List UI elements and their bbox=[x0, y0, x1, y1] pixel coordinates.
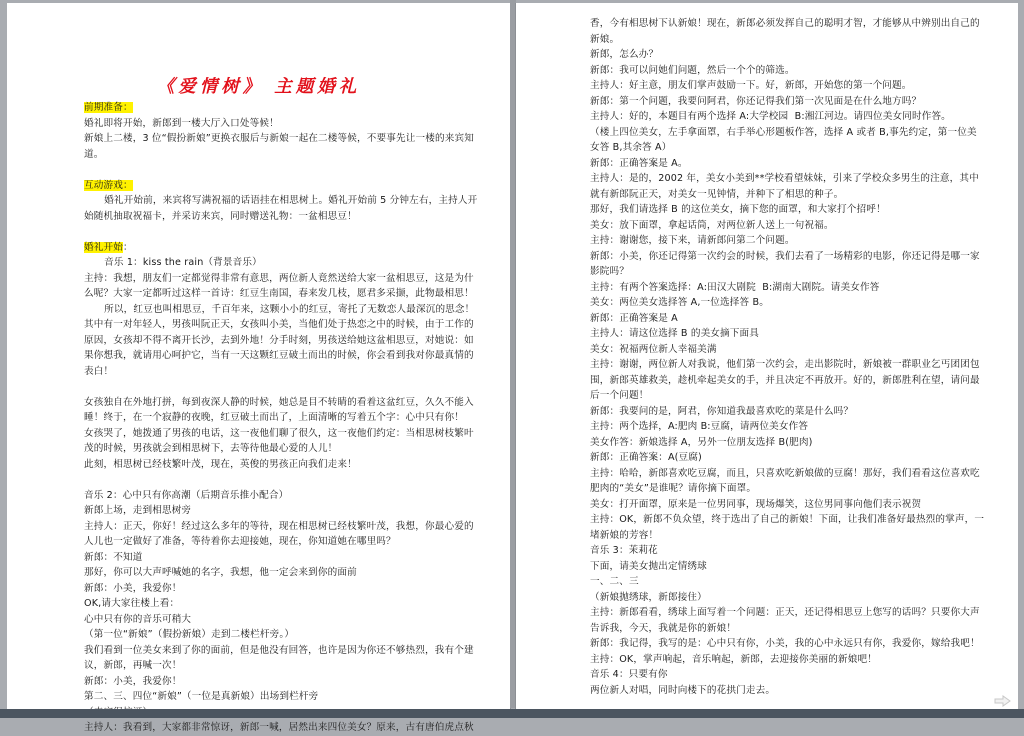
paragraph: 此刻，相思树已经枝繁叶茂，现在，英俊的男孩正向我们走来！ bbox=[84, 458, 357, 470]
section-heading bbox=[84, 100, 479, 116]
paragraph: 新郎：小美，我爱你！ bbox=[84, 675, 182, 687]
paragraph: 主持：哈哈，新郎喜欢吃豆腐，而且，只喜欢吃新娘做的豆腐！那好，我们看看这位喜欢吃肥肉的“美女”是谁呢？请你摘下面罩。 bbox=[590, 467, 980, 494]
paragraph: 音乐 3：茉莉花 bbox=[590, 545, 658, 556]
paragraph: 新郎：小美，我爱你！ bbox=[84, 582, 182, 594]
paragraph: （楼上四位美女，左手拿面罩，右手举心形题板作答，选择 A 或者 B,事先约定，第一位美女答 B,其余答 A） bbox=[590, 126, 977, 153]
paragraph: 主持人：是的，2002 年，美女小美到**学校看望妹妹，引来了学校众多男生的注意，其中就有新郎阮正天，对美女一见钟情，并种下了相思的种子。 bbox=[590, 173, 979, 200]
paragraph: 新郎：第一个问题，我要问阿君，你还记得我们第一次见面是在什么地方吗？ bbox=[590, 95, 922, 107]
paragraph: 音乐 4：只要有你 bbox=[590, 669, 668, 680]
paragraph: 主持：有两个答案选择：A:田汉大剧院 B:湖南大剧院。请美女作答 bbox=[590, 281, 880, 293]
paragraph: 新郎：我要问的是，阿君，你知道我最喜欢吃的菜是什么吗？ bbox=[590, 405, 854, 417]
paragraph: 主持：我想，朋友们一定都觉得非常有意思，两位新人竟然送给大家一盆相思豆，这是为什么呢？大家一定都听过这样一首诗：红豆生南国，春来发几枝，愿君多采撷，此物最相思！ bbox=[84, 272, 474, 299]
paragraph: 主持：OK，新郎不负众望，终于选出了自己的新娘！下面，让我们准备好最热烈的掌声，一堵新娘的芳容！ bbox=[590, 514, 985, 541]
paragraph: 新郎上场，走到相思树旁 bbox=[84, 505, 192, 516]
document-title: 《爱情树》 主题婚礼 bbox=[156, 77, 361, 97]
paragraph: 主持：新郎看看，绣球上面写着一个问题：正天，还记得相思豆上您写的话吗？只要你大声告诉我，今天，我就是你的新娘！ bbox=[590, 607, 980, 634]
paragraph: 新郎，怎么办？ bbox=[590, 49, 659, 60]
paragraph: 那好，你可以大声呼喊她的名字，我想，他一定会来到你的面前 bbox=[84, 567, 357, 578]
paragraph: 新娘上二楼，3 位“假扮新娘”更换衣服后与新娘一起在二楼等候，不要事先让一楼的来宾知道。 bbox=[84, 133, 474, 160]
paragraph: 主持人：正天，你好！经过这么多年的等待，现在相思树已经枝繁叶茂，我想，你最心爱的人儿也一定做好了准备，等待着你去迎接她，现在，你知道她在哪里吗？ bbox=[84, 520, 474, 547]
page-right-content bbox=[590, 16, 985, 698]
right-arrow-icon[interactable] bbox=[994, 692, 1012, 704]
highlighted-heading: 前期准备： bbox=[84, 102, 133, 113]
paragraph: 一、二、三 bbox=[590, 576, 639, 587]
paragraph: 主持：谢谢，两位新人对我说，他们第一次约会，走出影院时，新娘被一群职业乞丐团团包围，新郎英雄救美，趁机牵起美女的手，并且决定不再放开。好的，新郎胜利在望，请问最后一个问题！ bbox=[590, 359, 980, 401]
paragraph: 音乐 2：心中只有你高潮（后期音乐推小配合） bbox=[84, 489, 289, 501]
paragraph: 香，今有相思树下认新娘！现在，新郎必须发挥自己的聪明才智，才能够从中辨别出自己的新娘。 bbox=[590, 18, 980, 45]
paragraph: 新郎：我记得，我写的是：心中只有你，小美，我的心中永远只有你，我爱你，嫁给我吧！ bbox=[590, 638, 980, 649]
paragraph: 新郎：正确答案：A(豆腐) bbox=[590, 452, 702, 463]
paragraph: 两位新人对唱，同时向楼下的花拱门走去。 bbox=[590, 684, 776, 696]
highlighted-heading: 互动游戏： bbox=[84, 179, 133, 191]
paragraph: OK,请大家往楼上看： bbox=[84, 598, 180, 609]
blank-line bbox=[84, 472, 479, 488]
window-bottom-edge bbox=[0, 709, 1024, 718]
paragraph: 主持：两个选择，A:肥肉 B:豆腐，请两位美女作答 bbox=[590, 421, 809, 432]
paragraph: 下面，请美女抛出定情绣球 bbox=[590, 560, 707, 572]
heading-suffix: ： bbox=[122, 241, 133, 253]
paragraph: 主持人：好的，本题目有两个选择 A:大学校园 B:湘江河边。请四位美女同时作答。 bbox=[590, 111, 951, 122]
paragraph: 婚礼开始前，来宾将写满祝福的话语挂在相思树上。婚礼开始前 5 分钟左右，主持人开始随机抽取祝福卡，并采访来宾，同时赠送礼物：一盆相思豆！ bbox=[84, 195, 478, 222]
paragraph: （第一位“新娘”（假扮新娘）走到二楼栏杆旁。） bbox=[84, 629, 295, 640]
section-heading bbox=[84, 178, 479, 194]
paragraph: 新郎：小美，你还记得第一次约会的时候，我们去看了一场精彩的电影，你还记得是哪一家影院吗？ bbox=[590, 250, 980, 277]
document-page-left bbox=[7, 3, 510, 733]
paragraph: 美女：打开面罩，原来是一位男同事，现场爆笑，这位男同事向他们表示祝贺 bbox=[590, 498, 922, 510]
paragraph: 主持人：我看到，大家都非常惊讶，新郎一喊，居然出来四位美女？原来，古有唐伯虎点秋 bbox=[84, 722, 474, 733]
blank-line bbox=[84, 162, 479, 178]
paragraph: 新郎：我可以问她们问题，然后一个个的筛选。 bbox=[590, 64, 795, 76]
paragraph: （新娘抛绣球，新郎接住） bbox=[590, 591, 707, 603]
paragraph: 主持人：好主意，朋友们掌声鼓励一下。好，新郎，开始您的第一个问题。 bbox=[590, 80, 912, 91]
paragraph: 女孩哭了，她拨通了男孩的电话，这一夜他们聊了很久，这一夜他们约定：当相思树枝繁叶茂的时候，男孩就会到相思树下，去等待他最心爱的人儿！ bbox=[84, 427, 474, 454]
paragraph: 音乐 1：kiss the rain（背景音乐） bbox=[104, 257, 262, 268]
paragraph: 女孩独自在外地打拼，每到夜深人静的时候，她总是目不转睛的看着这盆红豆，久久不能入睡！终于，在一个寂静的夜晚，红豆破土而出了，上面清晰的写着五个字：心中只有你！ bbox=[84, 396, 474, 423]
paragraph: 主持：谢谢您，接下来，请新郎问第二个问题。 bbox=[590, 235, 795, 246]
paragraph: 那好，我们请选择 B 的这位美女，摘下您的面罩，和大家打个招呼！ bbox=[590, 204, 886, 215]
paragraph: 所以，红豆也叫相思豆，千百年来，这颗小小的红豆，寄托了无数恋人最深沉的思念！其中有一对年轻人，男孩叫阮正天，女孩叫小美，当他们处于热恋之中的时候，由于工作的原因，女孩却不得不离开长沙，去到外地！分手时刻，男孩送给她这盆相思豆，对她说：如果你想我，就请用心呵护它，当有一天这颗红豆破土而出的时候，你会看到我对你最真情的表白！ bbox=[84, 303, 475, 377]
paragraph: 美女：两位美女选择答 A,一位选择答 B。 bbox=[590, 297, 769, 308]
paragraph: 新郎：正确答案是 A。 bbox=[590, 157, 688, 169]
paragraph: 美女作答：新娘选择 A，另外一位朋友选择 B(肥肉) bbox=[590, 436, 813, 448]
blank-line bbox=[84, 379, 479, 395]
paragraph: 美女：祝福两位新人幸福美满 bbox=[590, 343, 717, 355]
blank-line bbox=[84, 224, 479, 240]
paragraph: 主持：OK，掌声响起，音乐响起，新郎，去迎接你美丽的新娘吧！ bbox=[590, 653, 877, 665]
paragraph: 第二、三、四位“新娘”（一位是真新娘）出场到栏杆旁 bbox=[84, 691, 319, 702]
paragraph: 新郎：不知道 bbox=[84, 551, 143, 563]
paragraph: 我们看到一位美女来到了你的面前，但是他没有回答，也许是因为你还不够热烈，我有个建议，新郎，再喊一次！ bbox=[84, 644, 474, 671]
paragraph: 美女：放下面罩，拿起话筒，对两位新人送上一句祝福。 bbox=[590, 219, 834, 231]
section-heading bbox=[84, 240, 479, 256]
paragraph: 主持人：请这位选择 B 的美女摘下面具 bbox=[590, 328, 760, 339]
page-left-content bbox=[84, 100, 479, 736]
highlighted-heading: 婚礼开始 bbox=[84, 241, 123, 253]
paragraph: 婚礼即将开始，新郎到一楼大厅入口处等候！ bbox=[84, 117, 279, 129]
paragraph: 心中只有你的音乐可稍大 bbox=[84, 613, 192, 625]
document-page-right bbox=[516, 3, 1018, 709]
paragraph: 新郎：正确答案是 A bbox=[590, 312, 678, 324]
